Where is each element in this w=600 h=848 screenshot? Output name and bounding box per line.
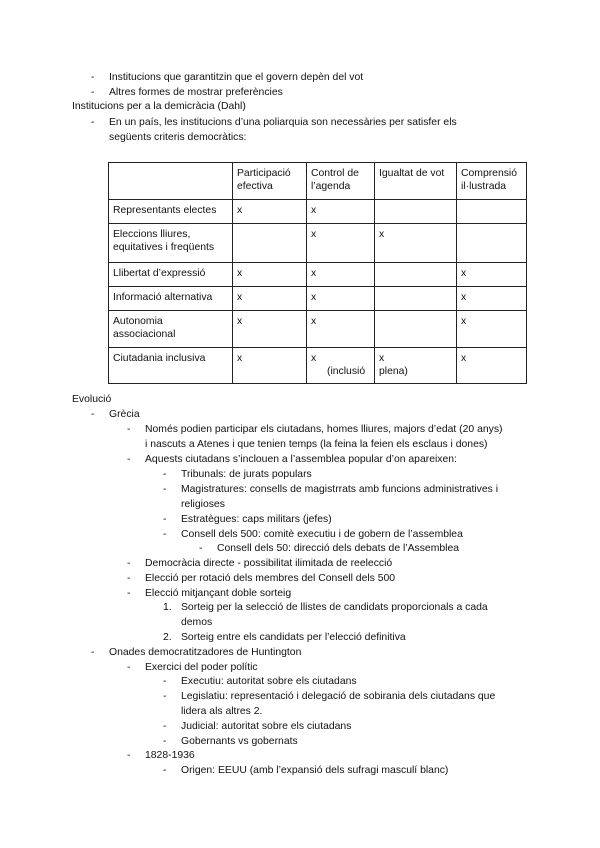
list-number: 1. xyxy=(163,602,172,613)
table-cell xyxy=(375,200,457,224)
bullet-dash: - xyxy=(163,484,167,495)
list-item: Exercici del poder polític xyxy=(145,662,258,673)
list-item: Sorteig entre els candidats per l’elecció definitiva xyxy=(181,632,406,643)
paragraph-line: En un país, les institucions d’una poliarquia son necessàries per satisfer els xyxy=(109,117,457,128)
bullet-dash: - xyxy=(163,469,167,480)
table-header-row xyxy=(109,163,527,200)
table-cell: x xyxy=(233,348,307,384)
list-item: Origen: EEUU (amb l’expansió dels sufragi masculí blanc) xyxy=(181,765,449,776)
list-item: Només podien participar els ciutadans, homes lliures, majors d’edat (20 anys) xyxy=(145,424,503,435)
bullet-dash: - xyxy=(199,543,203,554)
table-cell xyxy=(375,311,457,348)
table-cell: x xyxy=(307,200,375,224)
list-item: Elecció mitjançant doble sorteig xyxy=(145,588,292,599)
table-cell: x plena) xyxy=(375,348,457,384)
table-cell xyxy=(457,224,527,263)
bullet-dash: - xyxy=(163,691,167,702)
row-label: Eleccions lliures, equitatives i freqüents xyxy=(109,224,233,263)
bullet-dash: - xyxy=(91,117,95,128)
list-item: Legislatiu: representació i delegació de sobirania dels ciutadans que xyxy=(181,691,496,702)
bullet-dash: - xyxy=(127,573,131,584)
list-item-continued: lidera als altres 2. xyxy=(181,706,263,717)
table-row xyxy=(109,348,527,384)
table-row xyxy=(109,263,527,287)
table-cell: x xyxy=(457,311,527,348)
table-cell: x xyxy=(233,263,307,287)
table-cell: x xyxy=(457,348,527,384)
bullet-dash: - xyxy=(127,558,131,569)
list-number: 2. xyxy=(163,632,172,643)
list-item-grecia: Grècia xyxy=(109,409,140,420)
row-label: Informació alternativa xyxy=(109,287,233,311)
table-cell: x xyxy=(307,311,375,348)
list-item: Consell dels 50: direcció dels debats de l’Assemblea xyxy=(217,543,460,554)
table-cell: x (inclusió xyxy=(307,348,375,384)
list-item-continued: demos xyxy=(181,617,213,628)
list-item: Tribunals: de jurats populars xyxy=(181,469,312,480)
list-item: Magistratures: consells de magistrrats amb funcions administratives i xyxy=(181,484,499,495)
table-cell xyxy=(233,224,307,263)
list-item: Sorteig per la selecció de llistes de candidats proporcionals a cada xyxy=(181,602,488,613)
bullet-dash: - xyxy=(127,662,131,673)
table-cell: x xyxy=(307,287,375,311)
section-heading-dahl: Institucions per a la demicràcia (Dahl) xyxy=(72,101,246,112)
table-row xyxy=(109,200,527,224)
table-cell: x xyxy=(457,287,527,311)
table-cell xyxy=(457,200,527,224)
bullet-dash: - xyxy=(163,529,167,540)
table-header-cell: Comprensió il·lustrada xyxy=(457,163,527,200)
table-cell: x xyxy=(307,263,375,287)
table-row xyxy=(109,224,527,263)
list-item: Democràcia directe - possibilitat ilimitada de reelecció xyxy=(145,558,393,569)
table-cell: x xyxy=(233,311,307,348)
bullet-dash: - xyxy=(127,454,131,465)
bullet-dash: - xyxy=(91,647,95,658)
dahl-criteria-table xyxy=(108,162,527,384)
bullet-dash: - xyxy=(91,72,95,83)
list-item: Altres formes de mostrar preferències xyxy=(109,87,283,98)
bullet-dash: - xyxy=(127,588,131,599)
list-item: Aquests ciutadans s’inclouen a l’assemblea popular d’on apareixen: xyxy=(145,454,457,465)
table-cell xyxy=(375,263,457,287)
table-header-cell: Participació efectiva xyxy=(233,163,307,200)
table-header-cell: Igualtat de vot xyxy=(375,163,457,200)
table-cell: x xyxy=(457,263,527,287)
table-header-cell xyxy=(109,163,233,200)
table-cell: x xyxy=(233,287,307,311)
list-item: Consell dels 500: comitè executiu i de gobern de l’assemblea xyxy=(181,529,463,540)
list-item: 1828-1936 xyxy=(145,750,195,761)
bullet-dash: - xyxy=(127,424,131,435)
bullet-dash: - xyxy=(163,765,167,776)
bullet-dash: - xyxy=(127,750,131,761)
list-item: Gobernants vs gobernats xyxy=(181,736,298,747)
table-cell: x xyxy=(233,200,307,224)
bullet-dash: - xyxy=(91,87,95,98)
row-label: Autonomia associacional xyxy=(109,311,233,348)
list-item: Institucions que garantitzin que el govern depèn del vot xyxy=(109,72,364,83)
table-row xyxy=(109,287,527,311)
list-item: Estratègues: caps militars (jefes) xyxy=(181,514,332,525)
list-item: Elecció per rotació dels membres del Consell dels 500 xyxy=(145,573,396,584)
table-cell xyxy=(375,287,457,311)
table-header-cell: Control de l’agenda xyxy=(307,163,375,200)
bullet-dash: - xyxy=(91,409,95,420)
row-label: Llibertat d’expressió xyxy=(109,263,233,287)
list-item: Judicial: autoritat sobre els ciutadans xyxy=(181,721,352,732)
list-item-onades: Onades democratitzadores de Huntington xyxy=(109,647,302,658)
list-item: Executiu: autoritat sobre els ciutadans xyxy=(181,676,357,687)
section-heading-evolucio: Evolució xyxy=(72,394,112,405)
table-cell: x xyxy=(375,224,457,263)
table-cell: x xyxy=(307,224,375,263)
bullet-dash: - xyxy=(163,721,167,732)
bullet-dash: - xyxy=(163,736,167,747)
bullet-dash: - xyxy=(163,514,167,525)
paragraph-line: següents criteris democràtics: xyxy=(109,132,247,143)
row-label: Representants electes xyxy=(109,200,233,224)
row-label: Ciutadania inclusiva xyxy=(109,348,233,384)
table-row xyxy=(109,311,527,348)
bullet-dash: - xyxy=(163,676,167,687)
list-item-continued: i nascuts a Atenes i que tenien temps (la feina la feien els esclaus i dones) xyxy=(145,439,488,450)
list-item-continued: religioses xyxy=(181,499,225,510)
